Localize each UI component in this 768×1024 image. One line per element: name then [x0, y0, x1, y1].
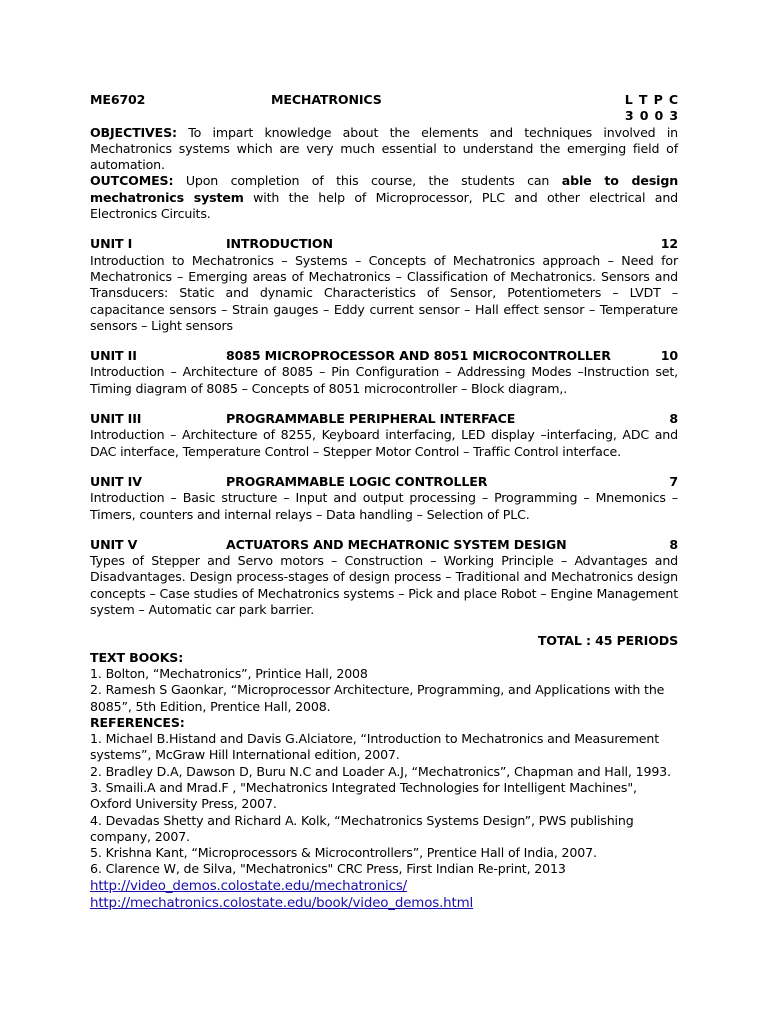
- unit-5-content: Types of Stepper and Servo motors – Construction – Working Principle – Advantages and Disadvantages. Design process-stages of design process – Traditional and Mechatronics design concepts – Case studies of Mechatronics systems – Pick and place Robot – Engine Management system – Automatic car park barrier.: [90, 553, 678, 618]
- textbooks-heading: TEXT BOOKS:: [90, 649, 184, 665]
- unit-title: INTRODUCTION: [226, 236, 333, 252]
- unit-2-header: [90, 348, 678, 364]
- unit-title: 8085 MICROPROCESSOR AND 8051 MICROCONTROLLER: [226, 348, 611, 364]
- course-code: ME6702: [90, 92, 146, 107]
- course-title: MECHATRONICS: [271, 92, 382, 107]
- unit-hours: 12: [660, 236, 678, 252]
- objectives-label: OBJECTIVES:: [90, 124, 177, 140]
- reference-item: 6. Clarence W, de Silva, "Mechatronics" CRC Press, First Indian Re-print, 2013: [90, 861, 566, 877]
- objectives-text: To impart knowledge about the elements and techniques involved in Mechatronics systems which are very much essential to understand the emerging field of automation.: [90, 124, 678, 173]
- unit-title: PROGRAMMABLE LOGIC CONTROLLER: [226, 473, 488, 489]
- outcomes-paragraph: [90, 173, 678, 222]
- syllabus-content: [90, 92, 678, 912]
- unit-hours: 8: [669, 536, 678, 552]
- references-heading: REFERENCES:: [90, 714, 185, 730]
- outcomes-bold-text: able to design mechatronics system: [90, 173, 679, 205]
- outcomes-label: OUTCOMES:: [90, 173, 174, 189]
- unit-number: UNIT III: [90, 411, 142, 427]
- unit-hours: 8: [669, 411, 678, 427]
- unit-3-content: Introduction – Architecture of 8255, Keyboard interfacing, LED display –interfacing, ADC and DAC interface, Temperature Control – Stepper Motor Control – Traffic Control interface.: [90, 427, 678, 459]
- unit-3-header: [90, 411, 678, 427]
- unit-hours: 10: [660, 348, 678, 364]
- reference-item: 5. Krishna Kant, “Microprocessors & Microcontrollers”, Prentice Hall of India, 2007.: [90, 845, 597, 861]
- book-video-demos-link[interactable]: http://mechatronics.colostate.edu/book/video_demos.html: [90, 896, 474, 912]
- reference-item: 4. Devadas Shetty and Richard A. Kolk, “Mechatronics Systems Design”, PWS publishing company, 2007.: [90, 812, 634, 844]
- unit-4-header: [90, 474, 678, 490]
- reference-item: 1. Michael B.Histand and Davis G.Alciatore, “Introduction to Mechatronics and Measurement systems”, McGraw Hill International edition, 2007.: [90, 731, 660, 763]
- unit-number: UNIT IV: [90, 473, 142, 489]
- reference-item: 3. Smaili.A and Mrad.F , "Mechatronics Integrated Technologies for Intelligent Machines", Oxford University Press, 2007.: [90, 779, 637, 812]
- ltpc-label: L T P C: [624, 92, 678, 107]
- unit-title: PROGRAMMABLE PERIPHERAL INTERFACE: [226, 411, 516, 427]
- video-demos-link[interactable]: http://video_demos.colostate.edu/mechatronics/: [90, 878, 408, 894]
- objectives-paragraph: [90, 125, 678, 174]
- unit-1-header: [90, 236, 678, 252]
- total-periods: TOTAL : 45 PERIODS: [537, 633, 678, 649]
- textbook-item: 2. Ramesh S Gaonkar, “Microprocessor Architecture, Programming, and Applications with the 8085”, 5th Edition, Prentice Hall, 2008.: [90, 682, 665, 714]
- unit-4-content: Introduction – Basic structure – Input and output processing – Programming – Mnemonics – Timers, counters and internal relays – Data handling – Selection of PLC.: [90, 490, 678, 522]
- unit-5-header: [90, 537, 678, 553]
- unit-1-content: Introduction to Mechatronics – Systems – Concepts of Mechatronics approach – Need for Mechatronics – Emerging areas of Mechatronics – Classification of Mechatronics. Sensors and Transducers: Static and dynamic Characteristics of Sensor, Potentiometers – LVDT – capacitance sensors – Strain gauges – Eddy current sensor – Hall effect sensor – Temperature sensors – Light sensors: [90, 252, 678, 333]
- course-header: [90, 92, 678, 108]
- reference-item: 2. Bradley D.A, Dawson D, Buru N.C and Loader A.J, “Mechatronics”, Chapman and Hall, 1993.: [90, 763, 671, 779]
- outcomes-text-1: Upon completion of this course, the students can: [173, 173, 562, 189]
- outcomes-text-2: with the help of Microprocessor, PLC and other electrical and Electronics Circuits.: [90, 189, 678, 222]
- unit-number: UNIT II: [90, 348, 137, 364]
- unit-number: UNIT V: [90, 536, 138, 552]
- ltpc-values: 3 0 0 3: [624, 108, 678, 124]
- unit-2-content: Introduction – Architecture of 8085 – Pin Configuration – Addressing Modes –Instruction set, Timing diagram of 8085 – Concepts of 8051 microcontroller – Block diagram,.: [90, 364, 678, 396]
- unit-title: ACTUATORS AND MECHATRONIC SYSTEM DESIGN: [226, 536, 567, 552]
- textbook-item: 1. Bolton, “Mechatronics”, Printice Hall, 2008: [90, 665, 368, 681]
- unit-hours: 7: [669, 473, 678, 489]
- unit-number: UNIT I: [90, 236, 133, 252]
